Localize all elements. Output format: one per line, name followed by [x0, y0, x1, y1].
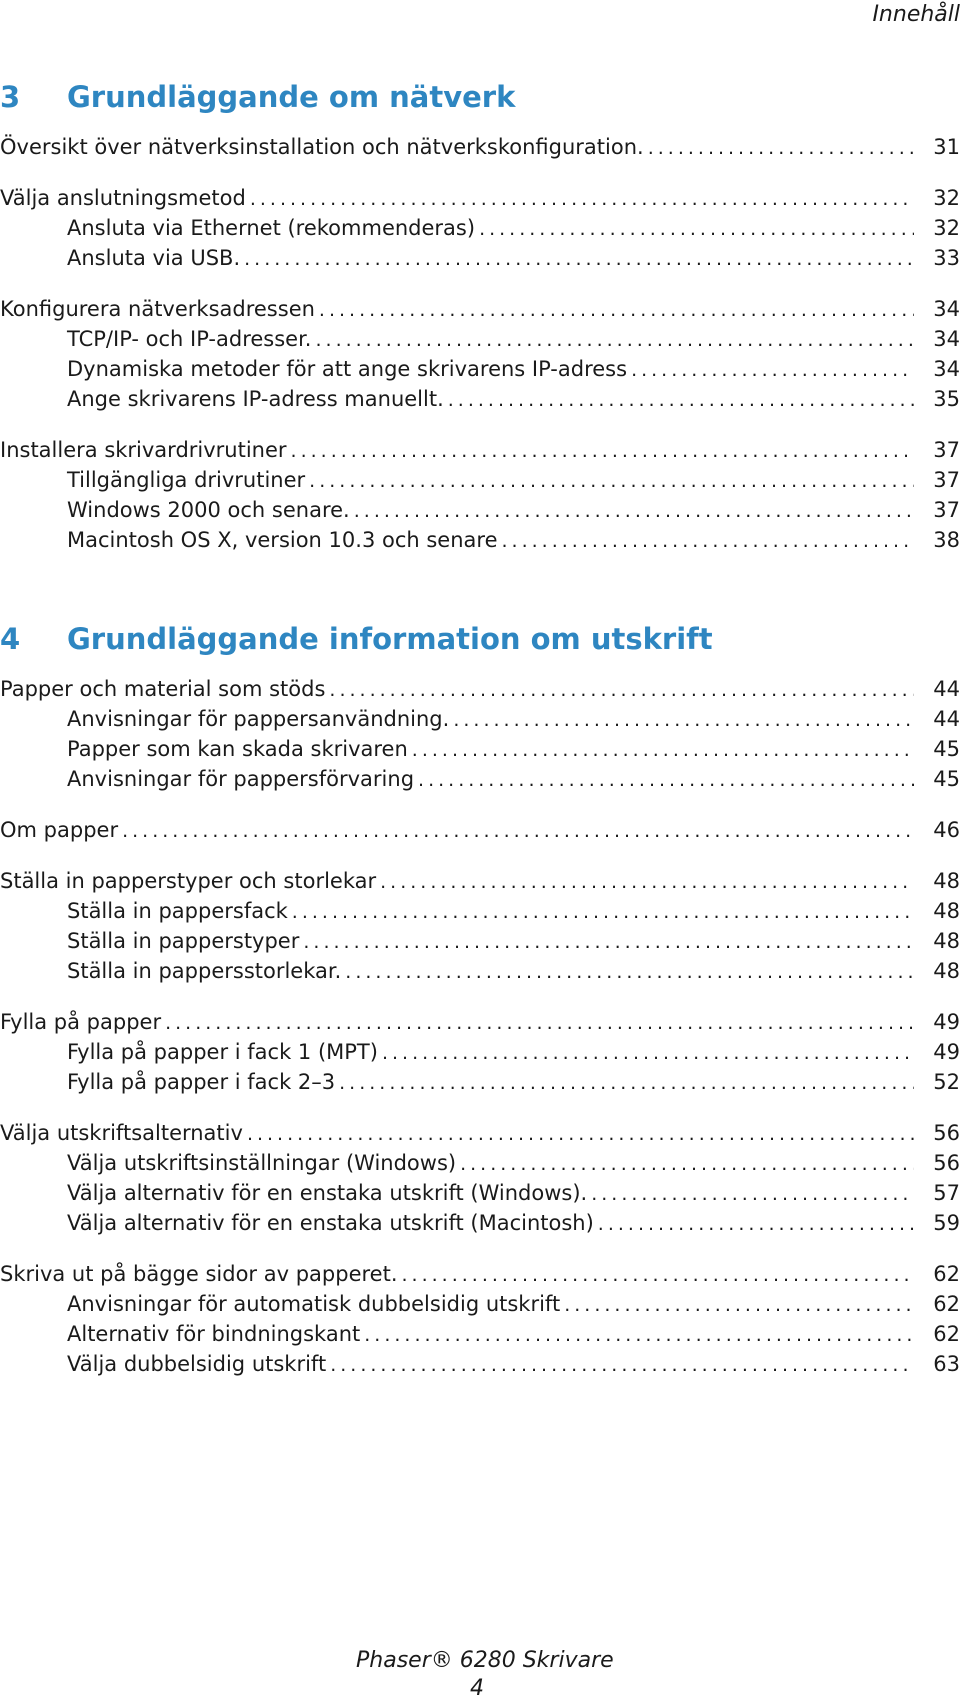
toc-page-number: 48	[933, 899, 960, 923]
dot-leader	[354, 496, 914, 526]
dot-leader	[329, 675, 914, 705]
toc-page-number: 37	[933, 498, 960, 522]
toc-entry-label: TCP/IP- och IP-adresser.	[67, 327, 312, 351]
toc-page-number: 34	[933, 297, 960, 321]
dot-leader	[319, 295, 914, 325]
toc-entry-label: Anvisningar för pappersförvaring	[67, 767, 415, 791]
toc-page-number: 59	[933, 1211, 960, 1235]
toc-subentry[interactable]	[0, 1208, 960, 1238]
toc-entry-label: Alternativ för bindningskant	[67, 1322, 361, 1346]
toc-entry[interactable]	[0, 132, 960, 162]
toc-entry-label: Dynamiska metoder för att ange skrivarens IP-adress	[67, 357, 628, 381]
dot-leader	[247, 1119, 914, 1149]
dot-leader	[309, 466, 914, 496]
dot-leader	[330, 1350, 914, 1380]
toc-subentry[interactable]	[0, 956, 960, 986]
toc-page-number: 34	[933, 357, 960, 381]
toc-entry-label: Anvisningar för automatisk dubbelsidig utskrift	[67, 1292, 561, 1316]
toc-page-number: 56	[933, 1151, 960, 1175]
toc-page-number: 49	[933, 1040, 960, 1064]
toc-entry-label: Välja alternativ för en enstaka utskrift (Macintosh)	[67, 1211, 594, 1235]
toc-entry-label: Om papper	[0, 818, 119, 842]
toc-subentry[interactable]	[0, 243, 960, 273]
toc-entry-label: Välja anslutningsmetod	[0, 186, 246, 210]
toc-entry-label: Översikt över nätverksinstallation och nätverkskonfiguration.	[0, 135, 644, 159]
toc-subentry[interactable]	[0, 704, 960, 734]
toc-subentry[interactable]	[0, 926, 960, 956]
toc-page-number: 44	[933, 677, 960, 701]
dot-leader	[479, 214, 914, 244]
toc-page-number: 62	[933, 1322, 960, 1346]
group-spacer	[0, 162, 960, 183]
toc-entry-label: Konfigurera nätverksadressen	[0, 297, 315, 321]
toc-page-number: 33	[933, 246, 960, 270]
dot-leader	[382, 1038, 914, 1068]
toc-page-number: 34	[933, 327, 960, 351]
toc-entry-label: Fylla på papper i fack 1 (MPT)	[67, 1040, 378, 1064]
toc-subentry[interactable]	[0, 354, 960, 384]
toc-subentry[interactable]	[0, 1349, 960, 1379]
group-spacer	[0, 1097, 960, 1118]
toc-page-number: 45	[933, 767, 960, 791]
running-head: Innehåll	[872, 2, 960, 27]
toc-entry-label: Tillgängliga drivrutiner	[67, 468, 306, 492]
toc-entry-label: Ställa in pappersstorlekar.	[67, 959, 342, 983]
dot-leader	[448, 385, 914, 415]
chapter-heading	[0, 622, 960, 662]
toc-entry-label: Välja dubbelsidig utskrift	[67, 1352, 327, 1376]
dot-leader	[502, 526, 915, 556]
toc-subentry[interactable]	[0, 495, 960, 525]
toc-entry-label: Papper som kan skada skrivaren	[67, 737, 408, 761]
toc-entry-label: Välja utskriftsalternativ	[0, 1121, 243, 1145]
chapter-title: Grundläggande information om utskrift	[67, 622, 713, 656]
footer-product: Phaser® 6280 Skrivare	[356, 1648, 614, 1673]
toc-entry-label: Macintosh OS X, version 10.3 och senare	[67, 528, 498, 552]
dot-leader	[460, 1149, 914, 1179]
toc-subentry[interactable]	[0, 734, 960, 764]
toc-entry-label: Ansluta via Ethernet (rekommenderas)	[67, 216, 476, 240]
toc-entry[interactable]	[0, 1118, 960, 1148]
chapter-number: 4	[0, 622, 21, 656]
group-spacer	[0, 1238, 960, 1259]
dot-leader	[292, 897, 914, 927]
toc-subentry[interactable]	[0, 213, 960, 243]
toc-subentry[interactable]	[0, 764, 960, 794]
footer-page-number: 4	[470, 1676, 484, 1701]
dot-leader	[303, 927, 914, 957]
toc-page-number: 38	[933, 528, 960, 552]
toc-entry-label: Skriva ut på bägge sidor av papperet.	[0, 1262, 398, 1286]
toc-entry[interactable]	[0, 435, 960, 465]
toc-subentry[interactable]	[0, 324, 960, 354]
group-spacer	[0, 414, 960, 435]
group-spacer	[0, 845, 960, 866]
dot-leader	[564, 1290, 914, 1320]
toc-subentry[interactable]	[0, 1289, 960, 1319]
dot-leader	[165, 1008, 914, 1038]
toc-page-number: 32	[933, 186, 960, 210]
toc-entry[interactable]	[0, 674, 960, 704]
toc-entry[interactable]	[0, 815, 960, 845]
toc-page-number: 52	[933, 1070, 960, 1094]
toc-entry-label: Välja alternativ för en enstaka utskrift (Windows).	[67, 1181, 588, 1205]
chapter-heading	[0, 80, 960, 120]
toc-entry-label: Anvisningar för pappersanvändning.	[67, 707, 450, 731]
toc-entry-label: Fylla på papper	[0, 1010, 162, 1034]
toc-entry[interactable]	[0, 1259, 960, 1289]
dot-leader	[412, 735, 914, 765]
toc-page-number: 45	[933, 737, 960, 761]
toc-entry-label: Fylla på papper i fack 2–3	[67, 1070, 336, 1094]
toc-entry-label: Välja utskriftsinställningar (Windows)	[67, 1151, 457, 1175]
toc-page-number: 46	[933, 818, 960, 842]
toc-entry-label: Ställa in pappersfack	[67, 899, 288, 923]
group-spacer	[0, 794, 960, 815]
dot-leader	[648, 133, 914, 163]
toc-page-number: 49	[933, 1010, 960, 1034]
toc-entry-label: Ange skrivarens IP-adress manuellt.	[67, 387, 444, 411]
dot-leader	[364, 1320, 914, 1350]
chapter-section	[0, 622, 960, 1379]
toc-entry[interactable]	[0, 294, 960, 324]
toc-page-number: 44	[933, 707, 960, 731]
toc-page-number: 32	[933, 216, 960, 240]
toc-page-number: 56	[933, 1121, 960, 1145]
toc-entry[interactable]	[0, 183, 960, 213]
toc-subentry[interactable]	[0, 465, 960, 495]
toc-page-number: 37	[933, 468, 960, 492]
toc-subentry[interactable]	[0, 896, 960, 926]
dot-leader	[345, 957, 914, 987]
toc-page-number: 48	[933, 869, 960, 893]
toc-page-number: 48	[933, 959, 960, 983]
toc-entry-label: Ställa in papperstyper	[67, 929, 300, 953]
toc-subentry[interactable]	[0, 1178, 960, 1208]
toc-entry-label: Windows 2000 och senare.	[67, 498, 350, 522]
toc-page-number: 31	[933, 135, 960, 159]
toc-page-number: 37	[933, 438, 960, 462]
toc-subentry[interactable]	[0, 384, 960, 414]
toc-page-number: 35	[933, 387, 960, 411]
dot-leader	[122, 816, 914, 846]
chapter-title: Grundläggande om nätverk	[67, 80, 516, 114]
dot-leader	[291, 436, 914, 466]
toc-entry-label: Papper och material som stöds	[0, 677, 326, 701]
dot-leader	[598, 1209, 914, 1239]
dot-leader	[315, 325, 914, 355]
toc-page-number: 57	[933, 1181, 960, 1205]
dot-leader	[591, 1179, 914, 1209]
toc-subentry[interactable]	[0, 1319, 960, 1349]
dot-leader	[339, 1068, 914, 1098]
dot-leader	[380, 867, 914, 897]
toc-entry[interactable]	[0, 1007, 960, 1037]
toc-subentry[interactable]	[0, 1067, 960, 1097]
group-spacer	[0, 986, 960, 1007]
dot-leader	[631, 355, 914, 385]
toc-entry-label: Ansluta via USB.	[67, 246, 241, 270]
dot-leader	[418, 765, 914, 795]
dot-leader	[244, 244, 914, 274]
toc-page-number: 62	[933, 1292, 960, 1316]
toc-page-number: 63	[933, 1352, 960, 1376]
dot-leader	[250, 184, 914, 214]
toc-subentry[interactable]	[0, 1037, 960, 1067]
dot-leader	[453, 705, 914, 735]
dot-leader	[402, 1260, 915, 1290]
toc-page-number: 62	[933, 1262, 960, 1286]
toc-subentry[interactable]	[0, 525, 960, 555]
chapter-section	[0, 80, 960, 555]
toc-entry-label: Installera skrivardrivrutiner	[0, 438, 287, 462]
toc-subentry[interactable]	[0, 1148, 960, 1178]
toc-entry-label: Ställa in papperstyper och storlekar	[0, 869, 377, 893]
toc-entry[interactable]	[0, 866, 960, 896]
group-spacer	[0, 273, 960, 294]
chapter-number: 3	[0, 80, 21, 114]
toc-page-number: 48	[933, 929, 960, 953]
